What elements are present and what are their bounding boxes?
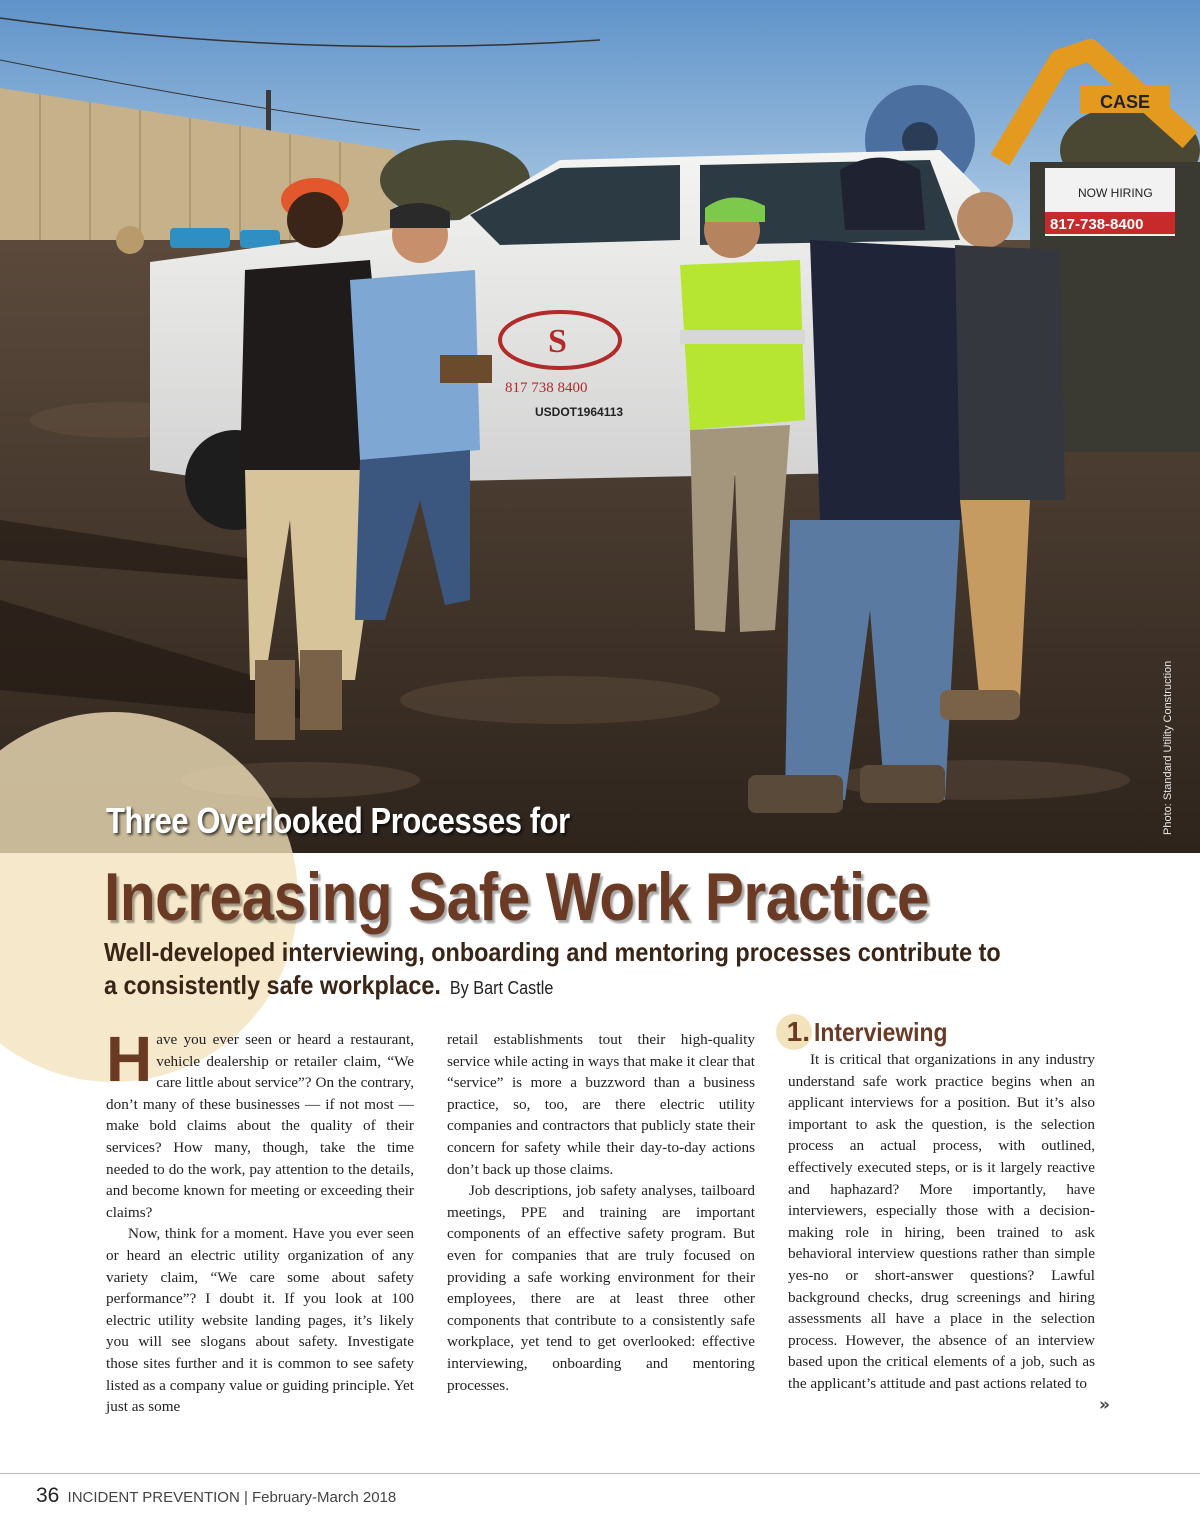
publication-info: INCIDENT PREVENTION | February-March 2018 bbox=[67, 1489, 397, 1506]
section-title: Interviewing bbox=[814, 1016, 948, 1047]
svg-text:S: S bbox=[548, 323, 567, 360]
byline: By Bart Castle bbox=[449, 978, 554, 998]
section-heading bbox=[776, 1014, 966, 1050]
footer-divider bbox=[0, 1473, 1200, 1474]
paragraph: Now, think for a moment. Have you ever seen or heard an electric utility organization of any variety claim, “We care some about safety performance”? I doubt it. If you look at 100 electric utility website landing pages, it’s likely you will see slogans about safety. Investigate those sites further and it is common to see safety listed as a company value or guiding principle. Yet just as some bbox=[106, 1225, 414, 1416]
page-footer bbox=[36, 1484, 396, 1508]
continue-arrow-icon: » bbox=[1099, 1395, 1110, 1415]
body-column-1 bbox=[106, 1023, 414, 1418]
page-title: Increasing Safe Work Practice bbox=[104, 859, 930, 935]
drop-cap: H bbox=[106, 1023, 153, 1095]
photo-credit: Photo: Standard Utility Construction bbox=[1162, 660, 1174, 835]
article-deck bbox=[104, 936, 1004, 1005]
headline-kicker: Three Overlooked Processes for bbox=[106, 800, 570, 841]
excavator-brand: CASE bbox=[1100, 92, 1151, 112]
body-column-2 bbox=[447, 1029, 755, 1396]
sign-phone: 817-738-8400 bbox=[1050, 216, 1144, 233]
body-column-3 bbox=[788, 1049, 1095, 1395]
sign-hiring: NOW HIRING bbox=[1078, 186, 1153, 200]
paragraph: retail establishments tout their high-quality service while acting in ways that make it clear that “service” is more a buzzword than a business practice, so, too, are there electric utility companies and contractors that publicly state their concern for safety while their day-to-day actions don’t back up those claims. bbox=[447, 1031, 755, 1178]
deck-text: Well-developed interviewing, onboarding and mentoring processes contribute to a consistently safe workplace. bbox=[104, 937, 1001, 1000]
paragraph: It is critical that organizations in any industry understand safe work practice begins when an applicant interviews for a position. But it’s also important to ask the question, is the selection process an actual process, with outlined, effectively executed steps, or is it largely reactive and haphazard? More importantly, have interviewers, especially those with a decision-making role in hiring, been trained to ask behavioral interview questions rather than simple yes-no or short-answer questions? Lawful background checks, drug screenings and hiring assessments all have a place in the selection process. However, the absence of an interview based upon the critical elements of a job, such as the applicant’s attitude and past actions related to bbox=[788, 1051, 1095, 1392]
page-number: 36 bbox=[36, 1484, 60, 1507]
section-number: 1. bbox=[776, 1014, 812, 1050]
truck-dot-number: USDOT1964113 bbox=[535, 405, 624, 419]
truck-door-phone: 817 738 8400 bbox=[505, 380, 588, 396]
paragraph: Job descriptions, job safety analyses, tailboard meetings, PPE and training are important components of an effective safety program. But even for companies that are truly focused on providing a safe working environment for their employees, there are at least three other components that contribute to a consistently safe workplace, yet tend to get overlooked: effective interviewing, onboarding and mentoring processes. bbox=[447, 1182, 755, 1394]
paragraph: ave you ever seen or heard a restaurant, vehicle dealership or retailer claim, “We care little about service”? On the contrary, don’t many of these businesses — if not most — make bold claims about the quality of their services? How many, though, take the time needed to do the work, pay attention to the details, and become known for meeting or exceeding their claims? bbox=[106, 1031, 414, 1221]
